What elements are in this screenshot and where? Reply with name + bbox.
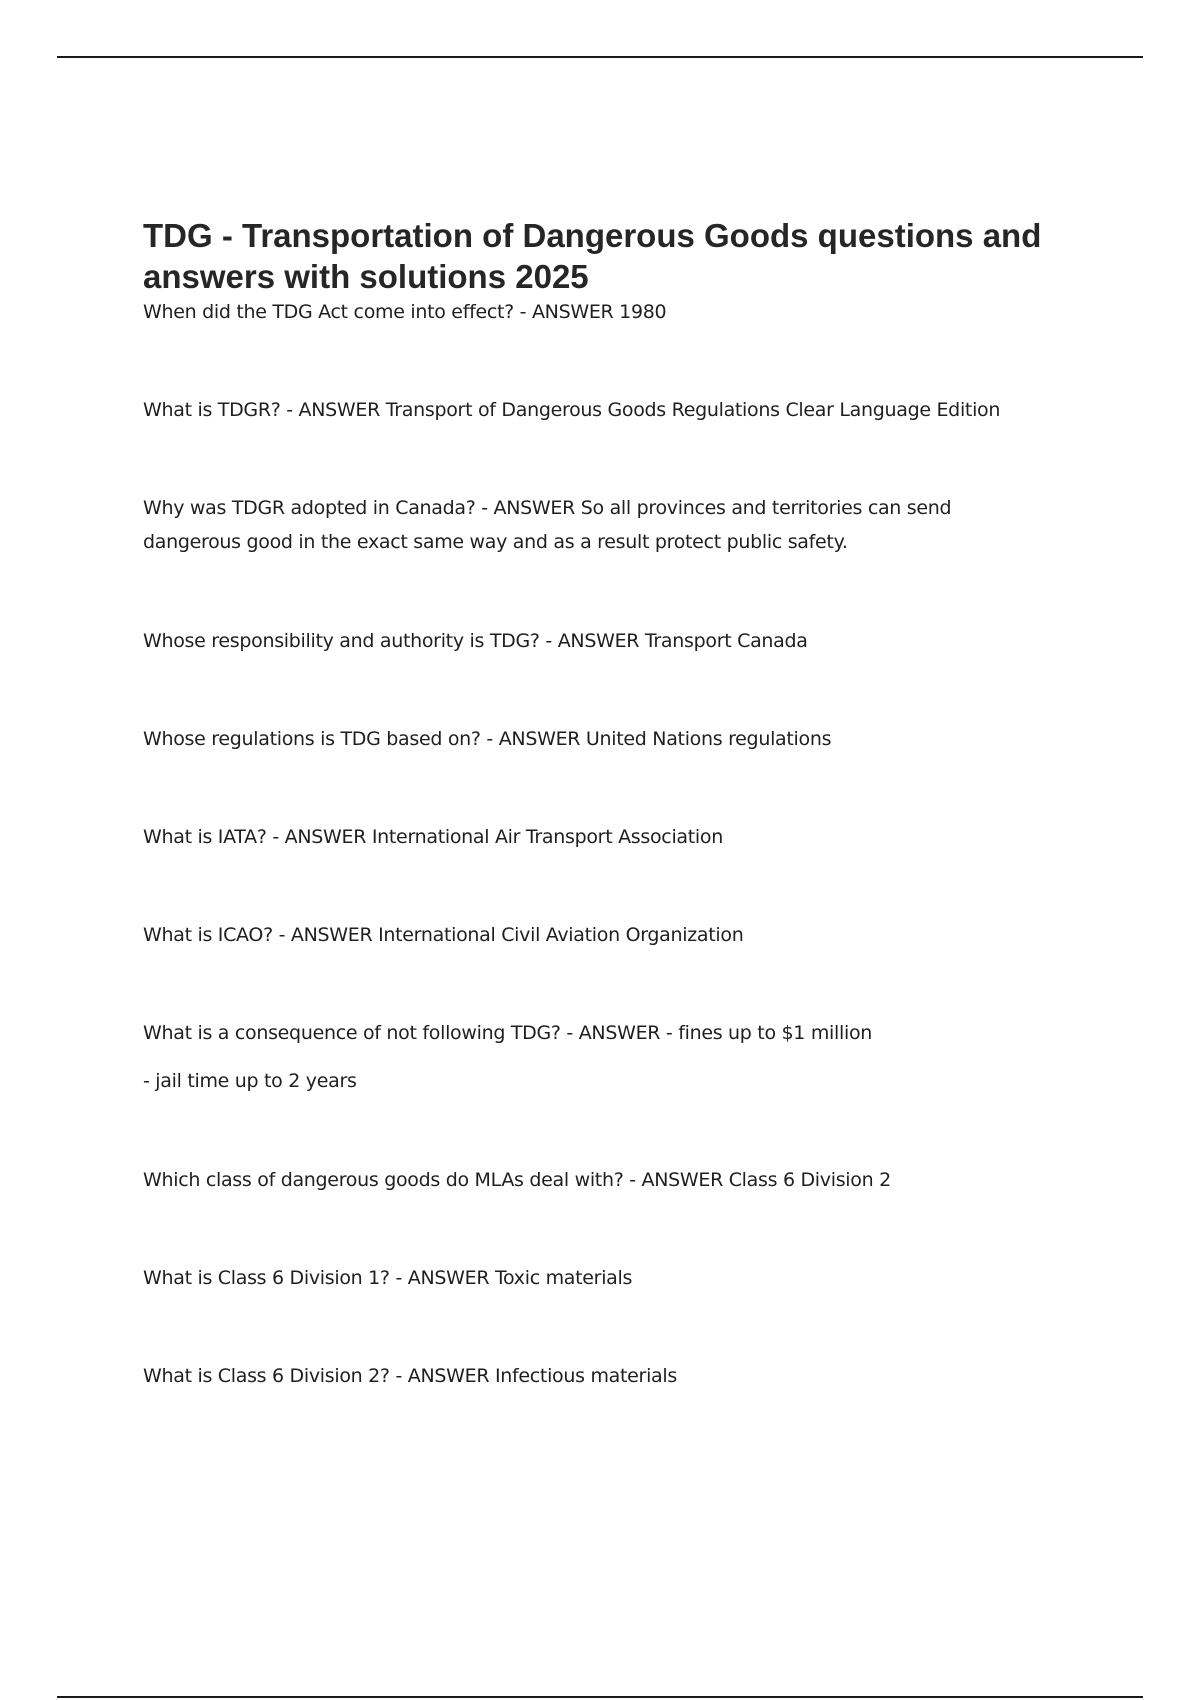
qa-text-continued: dangerous good in the exact same way and as a result protect public safety. [143, 531, 848, 553]
qa-text-continued: - jail time up to 2 years [143, 1070, 357, 1092]
qa-text: What is ICAO? - ANSWER International Civil Aviation Organization [143, 924, 744, 946]
qa-item-10 [143, 1261, 1063, 1295]
qa-text: Whose responsibility and authority is TDG? - ANSWER Transport Canada [143, 630, 808, 652]
qa-item-8 [143, 1016, 1063, 1098]
qa-text: What is IATA? - ANSWER International Air Transport Association [143, 826, 723, 848]
qa-text: When did the TDG Act come into effect? - ANSWER 1980 [143, 301, 667, 323]
qa-item-1 [143, 295, 1063, 329]
qa-item-11 [143, 1359, 1063, 1393]
footer-rule [57, 1696, 1143, 1698]
header-rule [57, 56, 1143, 58]
qa-text: What is Class 6 Division 1? - ANSWER Toxic materials [143, 1267, 633, 1289]
qa-text: Whose regulations is TDG based on? - ANSWER United Nations regulations [143, 728, 832, 750]
qa-text: What is a consequence of not following TDG? - ANSWER - fines up to $1 million [143, 1022, 873, 1044]
qa-item-9 [143, 1163, 1063, 1197]
qa-item-4 [143, 624, 1063, 658]
document-title: TDG - Transportation of Dangerous Goods questions and answers with solutions 2025 [143, 217, 1042, 295]
qa-text: What is TDGR? - ANSWER Transport of Dangerous Goods Regulations Clear Language Edition [143, 399, 1001, 421]
qa-item-2 [143, 393, 1063, 427]
qa-item-5 [143, 722, 1063, 756]
qa-text: Which class of dangerous goods do MLAs deal with? - ANSWER Class 6 Division 2 [143, 1169, 891, 1191]
qa-text: Why was TDGR adopted in Canada? - ANSWER So all provinces and territories can send [143, 497, 952, 519]
qa-item-3 [143, 491, 1063, 559]
qa-item-6 [143, 820, 1063, 854]
qa-text: What is Class 6 Division 2? - ANSWER Infectious materials [143, 1365, 677, 1387]
qa-item-7 [143, 918, 1063, 952]
